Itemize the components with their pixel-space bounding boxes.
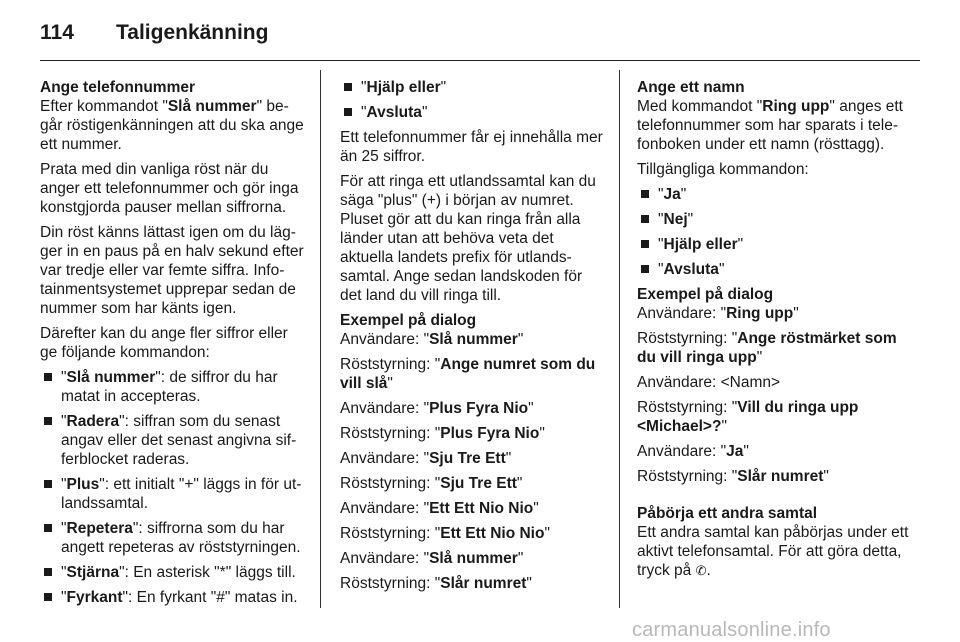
paragraph: Prata med din vanliga röst när du anger ett telefonnummer och gör inga konstgjorda pauser mellan siffrorna. — [40, 161, 299, 216]
bullet-icon — [44, 373, 52, 381]
dialog-role: Användare: " — [340, 331, 430, 348]
command-text: Radera — [66, 413, 120, 430]
list-item: "Ja" — [637, 185, 911, 204]
command-text: Ja — [663, 186, 681, 203]
list-item: "Avsluta" — [340, 103, 606, 122]
bullet-icon — [44, 593, 52, 601]
dialog-text: Vill du ringa upp <Michael>? — [637, 399, 859, 435]
dialog-text: Plus Fyra Nio — [440, 425, 540, 442]
text: ": siffran som du senast angav eller det senast angivna sifferblocket raderas. — [61, 413, 297, 468]
list-item: "Radera": siffran som du senast angav eller det senast angivna sifferblocket raderas. — [40, 412, 306, 469]
list-item: "Stjärna": En asterisk "*" läggs till. — [40, 563, 306, 582]
list-item: "Fyrkant": En fyrkant "#" matas in. — [40, 588, 306, 607]
bullet-icon — [641, 240, 649, 248]
bullet-icon — [344, 83, 352, 91]
text: ": de siffror du har matat in accepteras. — [61, 369, 278, 405]
dialog-line: Användare: "Sju Tre Ett" — [340, 450, 512, 467]
dialog-text: Ange röstmärket som du vill ringa upp — [637, 330, 897, 366]
list-item: "Slå nummer": de siffror du har matat in accepteras. — [40, 368, 306, 406]
paragraph: Din röst känns lättast igen om du lägger in en paus på en halv sekund efter var tredje eller var femte siffra. Infotainmentsystemet upprepar sedan de nummer som har känts igen. — [40, 224, 304, 317]
text: ": En fyrkant "#" matas in. — [122, 589, 298, 606]
dialog-line: Röststyrning: "Slår numret" — [637, 468, 829, 485]
dialog-role: Röststyrning: " — [340, 425, 441, 442]
dialog-text: Slå nummer — [429, 331, 518, 348]
dialog-text: Plus Fyra Nio — [429, 400, 529, 417]
column-2 — [340, 78, 606, 599]
list-item: "Avsluta" — [637, 260, 911, 279]
dialog-text: Slår numret — [440, 575, 527, 592]
bullet-icon — [344, 108, 352, 116]
column-divider-2 — [619, 70, 620, 608]
command-list — [340, 78, 606, 122]
page-title: Taligenkänning — [116, 21, 269, 44]
text: . — [706, 562, 711, 579]
dialog-text: Sju Tre Ett — [429, 450, 506, 467]
dialog-role: Användare: " — [340, 450, 430, 467]
dialog-role: Röststyrning: " — [340, 475, 441, 492]
dialog-text: Ja — [726, 443, 744, 460]
list-item: "Hjälp eller" — [340, 78, 606, 97]
watermark: carmanualsonline.info — [632, 619, 831, 641]
dialog-text: Slår numret — [737, 468, 824, 485]
text: ": En asterisk "*" läggs till. — [119, 564, 296, 581]
command-text: Slå nummer — [66, 369, 156, 386]
dialog-text: Sju Tre Ett — [440, 475, 517, 492]
command-text: Ring upp — [762, 98, 830, 115]
bullet-icon — [641, 265, 649, 273]
dialog-line: Röststyrning: "Slår numret" — [340, 575, 532, 592]
list-item: "Repetera": siffrorna som du har angett repeteras av röststyrningen. — [40, 519, 306, 557]
command-text: Fyrkant — [66, 589, 123, 606]
dialog-text: Slå nummer — [429, 550, 518, 567]
paragraph: Tillgängliga kommandon: — [637, 161, 809, 178]
section-heading: Ange telefonnummer — [40, 79, 196, 96]
dialog-role: Röststyrning: " — [637, 468, 738, 485]
column-1 — [40, 78, 306, 613]
bullet-icon — [44, 524, 52, 532]
dialog-text: Ring upp — [726, 305, 794, 322]
command-list — [637, 185, 911, 279]
spacer — [637, 492, 911, 504]
phone-icon: ✆ — [695, 563, 707, 578]
dialog-text: Ett Ett Nio Nio — [429, 500, 534, 517]
dialog-line: Användare: "Plus Fyra Nio" — [340, 400, 534, 417]
dialog-role: Användare: " — [637, 443, 727, 460]
paragraph — [637, 523, 911, 580]
dialog-role: Användare: " — [637, 305, 727, 322]
text: Med kommandot " — [637, 98, 763, 115]
dialog-text: Ange numret som du vill slå — [340, 356, 596, 392]
command-text: Slå nummer — [167, 98, 257, 115]
command-text: Nej — [663, 211, 688, 228]
dialog-line: Användare: "Slå nummer" — [340, 331, 524, 348]
dialog-text: Ett Ett Nio Nio — [440, 525, 545, 542]
page-header — [40, 18, 268, 48]
dialog-role: Användare: " — [340, 500, 430, 517]
column-divider-1 — [320, 70, 321, 608]
dialog-line: Användare: "Ring upp" — [637, 305, 799, 322]
command-text: Plus — [66, 476, 100, 493]
dialog-role: Användare: " — [340, 400, 430, 417]
list-item: "Nej" — [637, 210, 911, 229]
dialog-line: Röststyrning: "Ange röstmärket som du vill ringa upp" — [637, 330, 897, 366]
section-heading: Påbörja ett andra samtal — [637, 505, 818, 522]
example-heading: Exempel på dialog — [637, 286, 774, 303]
dialog-role: Röststyrning: " — [637, 330, 738, 347]
paragraph — [637, 97, 911, 154]
section-heading: Ange ett namn — [637, 79, 745, 96]
command-text: Stjärna — [66, 564, 120, 581]
paragraph: Därefter kan du ange fler siffror eller ge följande kommandon: — [40, 325, 288, 361]
column-3 — [637, 78, 911, 586]
bullet-icon — [641, 190, 649, 198]
dialog-line: Användare: <Namn> — [637, 374, 781, 391]
command-text: Avsluta — [366, 104, 422, 121]
paragraph: Ett telefonnummer får ej innehålla mer än 25 siffror. — [340, 129, 603, 165]
command-list — [40, 368, 306, 607]
header-divider — [40, 60, 920, 61]
text: " begår röstigenkänningen att du ska ange ett nummer. — [40, 98, 304, 153]
dialog-line: Röststyrning: "Sju Tre Ett" — [340, 475, 523, 492]
command-text: Hjälp eller — [663, 236, 738, 253]
dialog-line: Röststyrning: "Ett Ett Nio Nio" — [340, 525, 550, 542]
bullet-icon — [44, 417, 52, 425]
text: ": ett initialt "+" läggs in för utlandssamtal. — [61, 476, 302, 512]
command-text: Hjälp eller — [366, 79, 441, 96]
list-item: "Hjälp eller" — [637, 235, 911, 254]
dialog-line: Användare: "Slå nummer" — [340, 550, 524, 567]
dialog-role: Röststyrning: " — [637, 399, 738, 416]
command-text: Avsluta — [663, 261, 719, 278]
text: Ett andra samtal kan påbörjas under ett aktivt telefonsamtal. För att göra detta, tryck på — [637, 524, 909, 579]
command-text: Repetera — [66, 520, 133, 537]
paragraph — [40, 97, 306, 154]
dialog-role: Röststyrning: " — [340, 356, 441, 373]
bullet-icon — [641, 215, 649, 223]
bullet-icon — [44, 568, 52, 576]
list-item: "Plus": ett initialt "+" läggs in för utlandssamtal. — [40, 475, 306, 513]
dialog-line: Användare: "Ett Ett Nio Nio" — [340, 500, 539, 517]
dialog-role: Användare: " — [340, 550, 430, 567]
dialog-role: Röststyrning: " — [340, 575, 441, 592]
page-number: 114 — [40, 21, 74, 44]
text: ": siffrorna som du har angett repeteras av röststyrningen. — [61, 520, 301, 556]
paragraph: För att ringa ett utlandssamtal kan du säga "plus" (+) i början av numret. Pluset gör att du kan ringa från alla länder utan att behöva veta det aktuella landets prefix för utlandssamtal. Ange sedan landskoden för det land du vill ringa till. — [340, 173, 596, 304]
dialog-line: Röststyrning: "Vill du ringa upp <Michael>?" — [637, 399, 859, 435]
example-heading: Exempel på dialog — [340, 312, 477, 329]
dialog-line: Röststyrning: "Plus Fyra Nio" — [340, 425, 545, 442]
dialog-line: Röststyrning: "Ange numret som du vill slå" — [340, 356, 596, 392]
text: " anges ett telefonnummer som har sparats i telefonboken under ett namn (rösttagg). — [637, 98, 903, 153]
dialog-line: Användare: "Ja" — [637, 443, 749, 460]
bullet-icon — [44, 480, 52, 488]
text: Efter kommandot " — [40, 98, 168, 115]
dialog-role: Röststyrning: " — [340, 525, 441, 542]
